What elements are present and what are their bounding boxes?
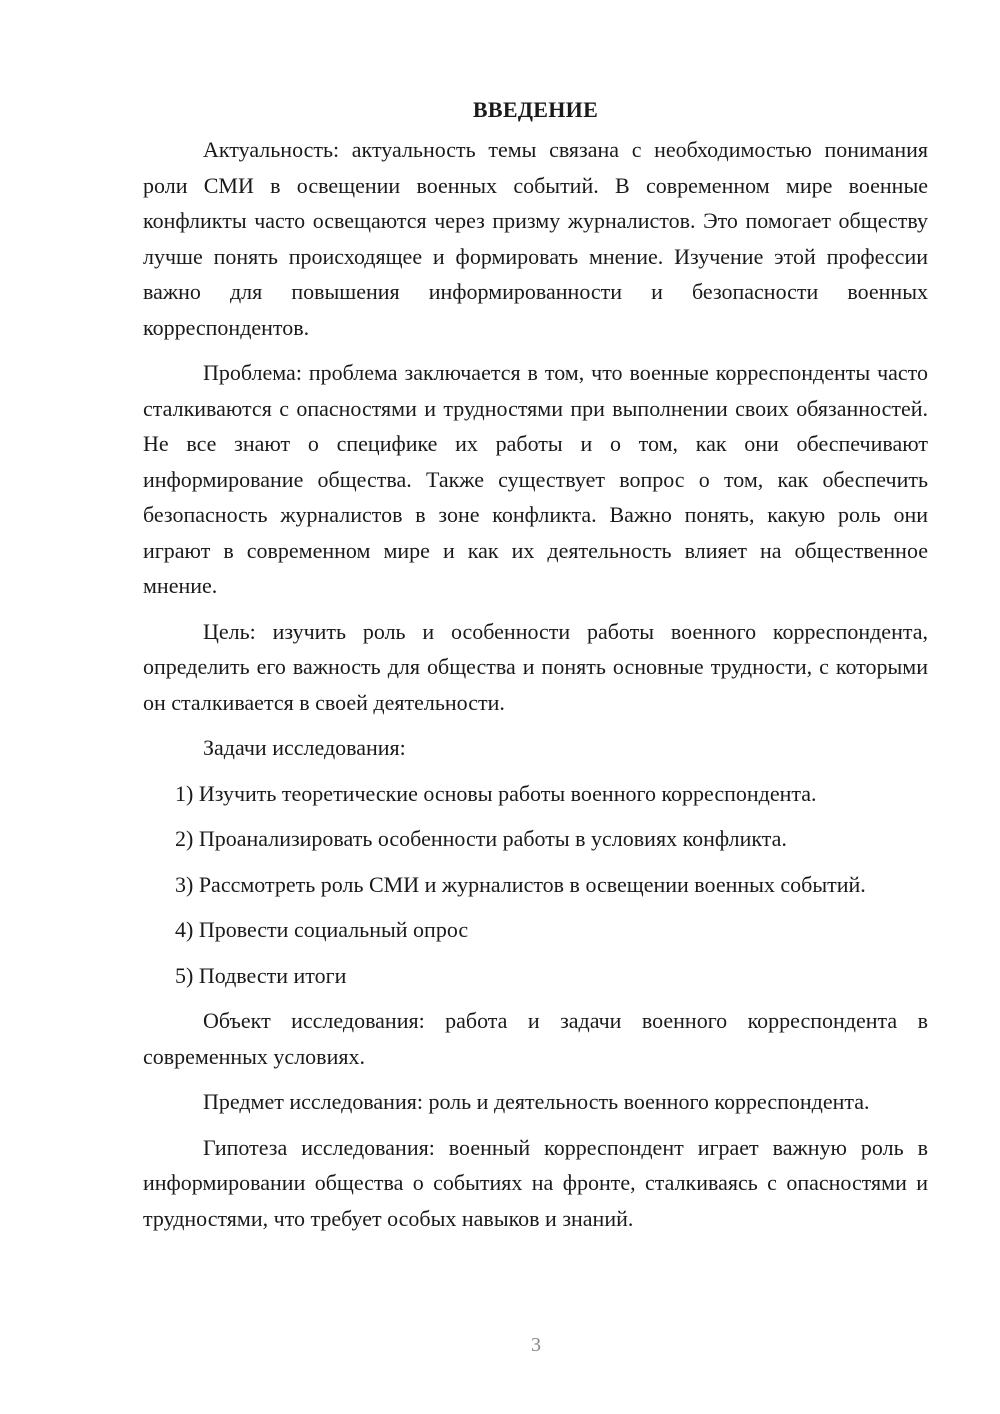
page-title: ВВЕДЕНИЕ	[472, 97, 599, 122]
page-number: 3	[531, 1334, 541, 1356]
task-item-2: 2) Проанализировать особенности работы в условиях конфликта.	[175, 826, 787, 851]
paragraph-relevance: Актуальность: актуальность темы связана с необходимостью понимания роли СМИ в освещении военных событий. В современном мире военные конфликты часто освещаются через призму журналистов. Это помогает обществу лучше понять происходящее и формировать мнение. Изучение этой профессии важно для повышения информированности и безопасности военных корреспондентов.	[143, 137, 928, 340]
task-item-5: 5) Подвести итоги	[175, 962, 347, 988]
paragraph-goal: Цель: изучить роль и особенности работы военного корреспондента, определить его важность для общества и понять основные трудности, с которыми он сталкивается в своей деятельности.	[143, 618, 928, 715]
document-page	[143, 92, 928, 1246]
task-item-1: 1) Изучить теоретические основы работы военного корреспондента.	[175, 780, 817, 806]
paragraph-tasks-heading: Задачи исследования:	[203, 735, 406, 760]
paragraph-problem: Проблема: проблема заключается в том, что военные корреспонденты часто сталкиваются с опасностями и трудностями при выполнении своих обязанностей. Не все знают о специфике их работы и о том, как они обеспечивают информирование общества. Также существует вопрос о том, как обеспечить безопасность журналистов в зоне конфликта. Важно понять, какую роль они играют в современном мире и как их деятельность влияет на общественное мнение.	[143, 360, 928, 598]
paragraph-object: Объект исследования: работа и задачи военного корреспондента в современных условиях.	[143, 1008, 928, 1069]
task-item-3: 3) Рассмотреть роль СМИ и журналистов в освещении военных событий.	[175, 871, 866, 897]
paragraph-hypothesis: Гипотеза исследования: военный корреспондент играет важную роль в информировании общества о событиях на фронте, сталкиваясь с опасностями и трудностями, что требует особых навыков и знаний.	[143, 1134, 928, 1231]
paragraph-subject: Предмет исследования: роль и деятельность военного корреспондента.	[203, 1089, 870, 1114]
task-item-4: 4) Провести социальный опрос	[175, 917, 469, 942]
